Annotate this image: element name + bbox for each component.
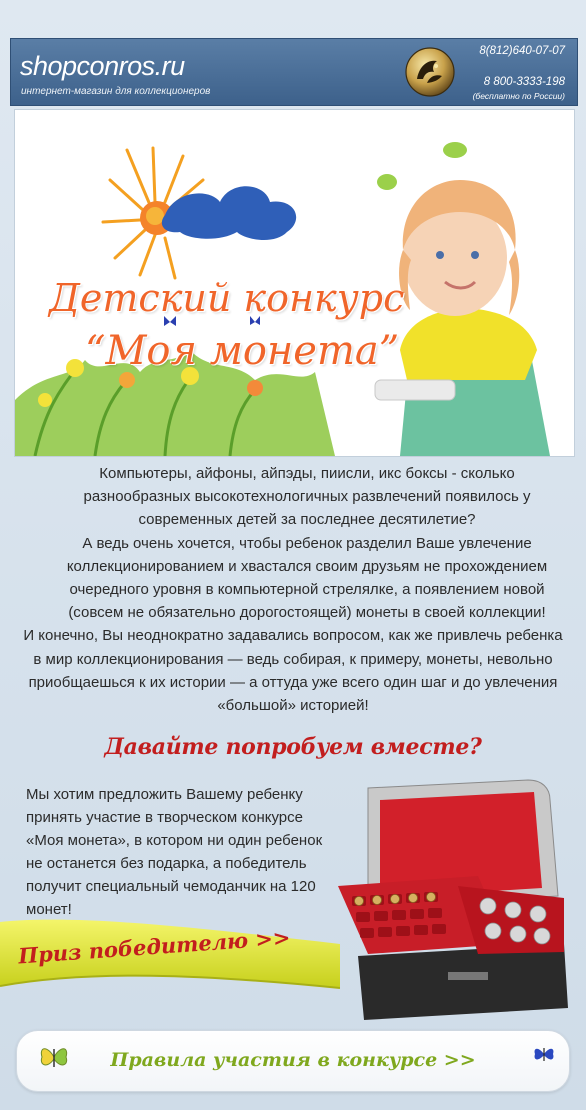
- intro-paragraph-3: И конечно, Вы неоднократно задавались вопросом, как же привлечь ребенка в мир коллекционирования — ведь собирая, к примеру, монеты, невольно приобщаешься к их истории — а оттуда уже всего один шаг и до увлечения «большой» историей!: [23, 627, 563, 715]
- rules-link-bar[interactable]: [16, 1030, 570, 1092]
- intro-text: [18, 462, 568, 717]
- intro-paragraph-1: Компьютеры, айфоны, айпэды, пиисли, икс боксы - сколько разнообразных высокотехнологичных развлечений появилось у современных детей за последнее десятилетие?: [83, 465, 531, 529]
- butterfly-icon: [533, 1043, 555, 1065]
- offer-text: [26, 783, 336, 921]
- phone-free[interactable]: 8 800-3333-198: [483, 76, 565, 88]
- site-header: [10, 38, 578, 106]
- cta-heading: Давайте попробуем вместе?: [104, 734, 482, 760]
- offer-paragraph: Мы хотим предложить Вашему ребенку принять участие в творческом конкурсе «Моя монета», в котором ни один ребенок не останется без подарка, а победитель получит специальный чемоданчик на 120 монет!: [26, 786, 323, 918]
- banner-title: Детский конкурс: [49, 276, 405, 320]
- site-logo[interactable]: shopconros.ru: [20, 51, 185, 81]
- prize-winner-link[interactable]: Приз победителю >>: [17, 924, 292, 969]
- site-tagline: интернет-магазин для коллекционеров: [21, 86, 211, 97]
- banner-subtitle: “Моя монета”: [85, 328, 400, 374]
- coin-case-image: [328, 776, 574, 1022]
- intro-paragraph-2: А ведь очень хочется, чтобы ребенок разделил Ваше увлечение коллекционированием и хвастался своим друзьям не прохождением очередного уровня в компьютерной стрелялке, а появлением новой (совсем не обязательно дорогостоящей) монеты в своей коллекции!: [66, 534, 548, 622]
- phone-free-note: (бесплатно по России): [472, 91, 565, 101]
- phone-city[interactable]: 8(812)640-07-07: [479, 45, 565, 57]
- contest-banner[interactable]: [14, 109, 575, 457]
- coin-emblem-icon: [403, 45, 457, 99]
- cloud-drawing: [162, 186, 296, 240]
- rules-link[interactable]: Правила участия в конкурсе >>: [110, 1049, 476, 1071]
